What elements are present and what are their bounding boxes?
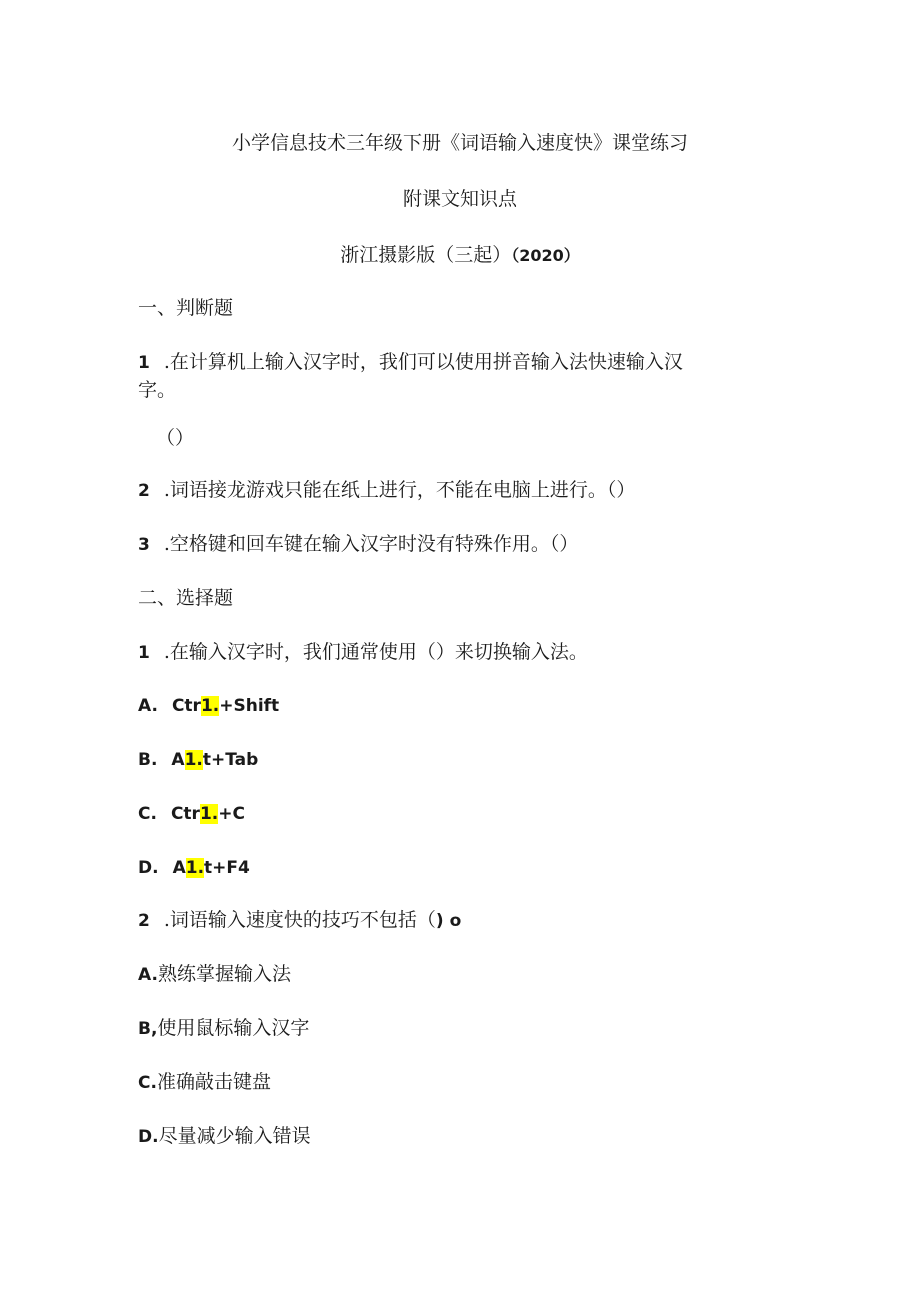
highlight: 1. (200, 696, 220, 716)
edition-year: （2020） (511, 246, 580, 265)
choice-q1-option-c (138, 800, 245, 828)
judgement-q1 (138, 348, 683, 377)
question-number: 3 (138, 535, 150, 555)
choice-q1-option-b (138, 746, 258, 774)
option-text: +C (218, 804, 245, 824)
edition-text: 浙江摄影版（三起） (340, 244, 512, 266)
question-text: .在计算机上输入汉字时，我们可以使用拼音输入法快速输入汉 (163, 351, 683, 373)
option-text: 熟练掌握输入法 (157, 963, 291, 985)
option-label: A. (138, 965, 158, 985)
doc-subtitle: 附课文知识点 (402, 188, 517, 210)
question-text: .词语输入速度快的技巧不包括（ (163, 909, 436, 931)
choice-q2-option-c (138, 1068, 271, 1097)
question-tail: ) o (435, 911, 462, 931)
option-text: A (171, 750, 185, 770)
option-text: +Shift (219, 696, 280, 716)
judgement-q2 (138, 476, 635, 505)
option-label: C. (138, 804, 157, 824)
choice-q1-option-a (138, 692, 279, 720)
choice-q2-option-a (138, 960, 291, 989)
choice-q1-option-d (138, 854, 250, 882)
question-text: .词语接龙游戏只能在纸上进行，不能在电脑上进行。（） (163, 479, 636, 501)
option-text: t+F4 (204, 858, 250, 878)
highlight: 1. (185, 858, 205, 878)
option-text: Ctr (171, 696, 201, 716)
question-number: 2 (138, 911, 150, 931)
option-text: 准确敲击键盘 (156, 1071, 271, 1093)
highlight: 1. (184, 750, 203, 770)
question-number: 1 (138, 643, 150, 663)
option-label: A. (138, 696, 158, 716)
choice-q2-option-d (138, 1122, 311, 1151)
option-text: Ctr (170, 804, 200, 824)
question-text: .空格键和回车键在输入汉字时没有特殊作用。（） (163, 533, 579, 555)
judgement-q3 (138, 530, 578, 559)
option-text: 尽量减少输入错误 (158, 1125, 311, 1147)
section-heading-choice: 二、选择题 (138, 587, 234, 609)
judgement-q1-blank: （） (156, 427, 195, 449)
option-label: B, (138, 1019, 158, 1039)
option-label: D. (138, 858, 159, 878)
choice-q2 (138, 906, 461, 935)
option-label: D. (138, 1127, 159, 1147)
option-text: 使用鼠标输入汉字 (157, 1017, 310, 1039)
question-number: 1 (138, 353, 150, 373)
option-text: A (172, 858, 186, 878)
question-number: 2 (138, 481, 150, 501)
doc-edition (0, 240, 920, 267)
option-label: C. (138, 1073, 157, 1093)
question-text: .在输入汉字时，我们通常使用（）来切换输入法。 (163, 641, 588, 663)
choice-q1 (138, 638, 588, 667)
highlight: 1. (199, 804, 219, 824)
section-heading-judgement: 一、判断题 (138, 297, 234, 319)
doc-title: 小学信息技术三年级下册《词语输入速度快》课堂练习 (231, 132, 688, 154)
option-label: B. (138, 750, 158, 770)
option-text: t+Tab (202, 750, 259, 770)
judgement-q1-cont: 字。 (138, 379, 177, 401)
choice-q2-option-b (138, 1014, 309, 1043)
